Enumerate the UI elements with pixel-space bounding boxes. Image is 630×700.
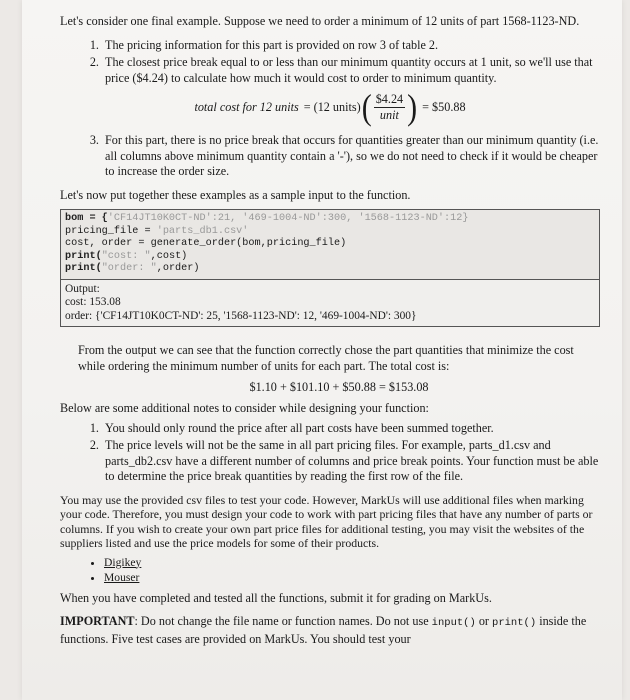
code-line: bom = {'CF14JT10K0CT-ND':21, '469-1004-ND':300, '1568-1123-ND':12} (65, 213, 469, 224)
left-paren: ( (361, 87, 372, 127)
formula-result: = $50.88 (422, 100, 466, 114)
list-item (104, 555, 600, 570)
cost-formula (60, 87, 600, 127)
formula-lhs: total cost for 12 units (194, 100, 299, 114)
inline-code: print() (492, 617, 537, 629)
formula-fraction (374, 92, 405, 123)
fraction-denominator: unit (379, 108, 399, 122)
digikey-link[interactable]: Digikey (104, 555, 142, 569)
important-paragraph: IMPORTANT: Do not change the file name or function names. Do not use input() or print() inside the functions. Five test cases are provided on MarkUs. You should test your (60, 614, 587, 646)
document-content (60, 14, 600, 647)
code-line: pricing_file = 'parts_db1.csv' (65, 225, 249, 237)
notes-intro: Below are some additional notes to consider while designing your function: (60, 401, 429, 415)
output-block (60, 280, 600, 328)
notes-list (60, 421, 600, 485)
note-item: 1. You should only round the price after all part costs have been summed together. (102, 421, 600, 437)
note-item: 2. The price levels will not be the same in all part pricing files. For example, parts_d1.csv and parts_db2.csv have a different number of columns and price break points. Your function must be able to determine the price break quantities by reading the first row of the file. (102, 438, 600, 485)
sample-intro: Let's now put together these examples as a sample input to the function. (60, 187, 411, 202)
inline-code: input() (431, 617, 476, 629)
formula-eq1: = (12 units) (303, 100, 361, 114)
csv-paragraph: You may use the provided csv files to test your code. However, MarkUs will use additional files when marking your code. Therefore, you must design your code to work with part pricing files that have any number of parts or columns. If you wish to create your own part price files for additional testing, you may visit the websites of the suppliers listed and use the price models for some of their products. (60, 492, 593, 550)
total-equation: $1.10 + $101.10 + $50.88 = $153.08 (249, 380, 429, 394)
code-block (60, 209, 600, 280)
document-page (22, 0, 622, 700)
right-paren: ) (407, 87, 418, 127)
supplier-links (60, 555, 600, 585)
output-cost: cost: 153.08 (65, 296, 121, 308)
results-section (60, 343, 600, 395)
output-label: Output: (65, 282, 100, 295)
mouser-link[interactable]: Mouser (104, 570, 140, 584)
intro-paragraph: Let's consider one final example. Suppose we need to order a minimum of 12 units of part 1568-1123-ND. (60, 14, 580, 28)
step-item: 3. For this part, there is no price break that occurs for quantities greater than our minimum quantity (i.e. all columns above minimum quantity contain a '-'), so we do not need to check if it would be cheaper to increase the order size. (102, 133, 600, 180)
code-line: cost, order = generate_order(bom,pricing_file) (65, 238, 347, 249)
steps-list (60, 38, 600, 87)
submit-paragraph: When you have completed and tested all the functions, submit it for grading on MarkUs. (60, 590, 492, 605)
step-item: 2. The closest price break equal to or less than our minimum quantity occurs at 1 unit, so we'll use that price ($4.24) to calculate how much it would cost to order to minimum quantity. (102, 55, 600, 86)
code-line: print("cost: ",cost) (65, 250, 188, 262)
important-label: IMPORTANT (60, 614, 135, 628)
step-item: 1. The pricing information for this part is provided on row 3 of table 2. (102, 38, 600, 54)
result-paragraph: From the output we can see that the function correctly chose the part quantities that minimize the cost while ordering the minimum number of units for each part. The total cost is: (78, 343, 574, 373)
code-line: print("order: ",order) (65, 263, 200, 274)
steps-list-continued (60, 133, 600, 180)
fraction-numerator: $4.24 (375, 92, 404, 106)
list-item (104, 570, 600, 585)
output-order: order: {'CF14JT10K0CT-ND': 25, '1568-1123-ND': 12, '469-1004-ND': 300} (65, 309, 417, 322)
